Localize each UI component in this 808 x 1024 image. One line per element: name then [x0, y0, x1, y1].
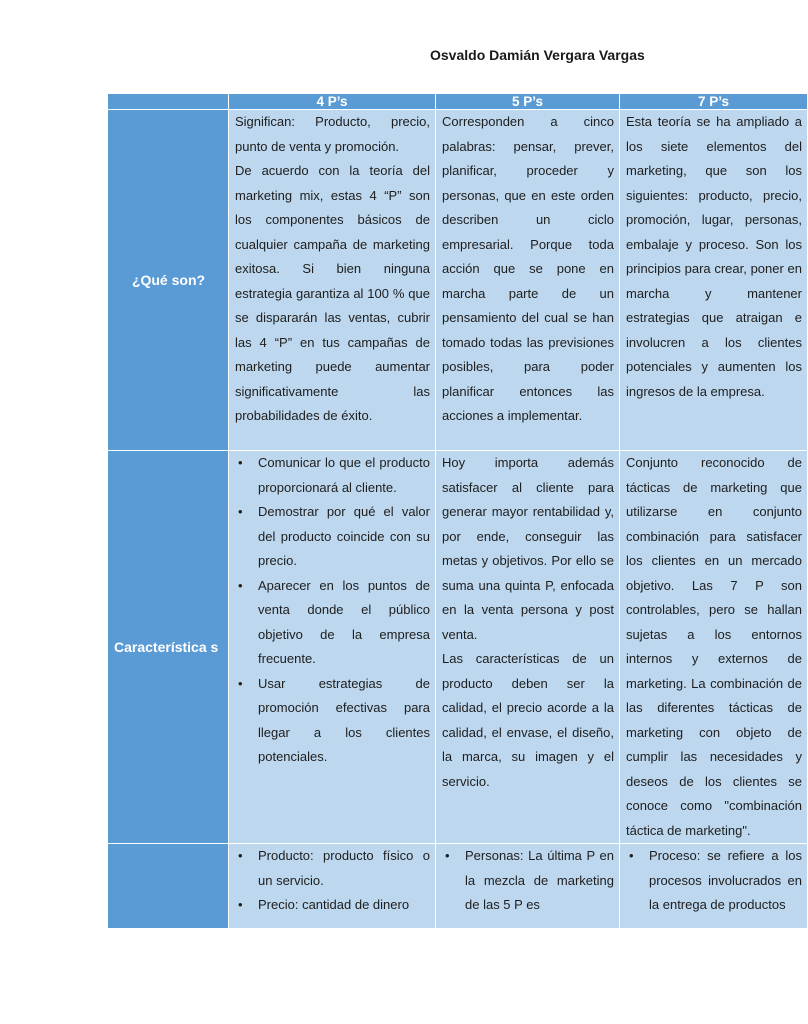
bullet-list: [626, 844, 802, 918]
bullet-list: [442, 844, 614, 918]
paragraph: Esta teoría se ha ampliado a los siete elementos del marketing, que son los siguientes: producto, precio, promoción, lugar, personas, embalaje y proceso. Son los principios para crear, poner en marcha y mantener estrategias que atraigan e involucren a los clientes potenciales y aumenten los ingresos de la empresa.: [626, 114, 802, 399]
comparison-table: [107, 93, 808, 929]
paragraph: Significan: Producto, precio, punto de venta y promoción.: [235, 114, 430, 154]
list-item: • Precio: cantidad de dinero: [235, 893, 430, 918]
table-corner-cell: [108, 94, 229, 110]
cell-componentes-5ps: [436, 844, 620, 929]
paragraph: Corresponden a cinco palabras: pensar, prever, planificar, proceder y personas, que en este orden describen un ciclo empresarial. Porque toda acción que se pone en marcha parte de un pensamiento del cual se han tomado todas las previsiones posibles, para poder planificar entonces las acciones a implementar.: [442, 114, 614, 423]
column-header-7ps: 7 P’s: [620, 94, 808, 110]
table-row-que-son: [108, 110, 808, 451]
bullet-list: [235, 844, 430, 918]
cell-caracteristicas-4ps: [229, 451, 436, 844]
list-item: • Proceso: se refiere a los procesos involucrados en la entrega de productos: [626, 844, 802, 918]
table-header-row: [108, 94, 808, 110]
cell-componentes-7ps: [620, 844, 808, 929]
cell-componentes-4ps: [229, 844, 436, 929]
column-header-5ps: 5 P’s: [436, 94, 620, 110]
list-item: • Personas: La última P en la mezcla de marketing de las 5 P es: [442, 844, 614, 918]
paragraph: De acuerdo con la teoría del marketing mix, estas 4 “P” son los componentes básicos de cualquier campaña de marketing exitosa. Si bien ninguna estrategia garantiza al 100 % que se dispararán las ventas, cubrir las 4 “P” en tus campañas de marketing puede aumentar significativamente las probabilidades de éxito.: [235, 163, 430, 423]
cell-que-son-4ps: [229, 110, 436, 451]
paragraph: Conjunto reconocido de tácticas de marketing que utilizarse en conjunto combinación para satisfacer los clientes en un mercado objetivo. Las 7 P son controlables, pero se hallan sujetas a los entornos internos y externos de marketing. La combinación de las diferentes tácticas de marketing con objeto de cumplir las necesidades y deseos de los clientes se conoce como "combinación táctica de marketing".: [626, 455, 802, 838]
bullet-list: [235, 451, 430, 770]
list-item: • Producto: producto físico o un servicio.: [235, 844, 430, 893]
table-row-caracteristicas: [108, 451, 808, 844]
list-item: • Comunicar lo que el producto proporcionará al cliente.: [235, 451, 430, 500]
list-item: • Demostrar por qué el valor del producto coincide con su precio.: [235, 500, 430, 574]
row-header-empty: [108, 844, 229, 929]
cell-que-son-5ps: [436, 110, 620, 451]
cell-que-son-7ps: [620, 110, 808, 451]
cell-caracteristicas-5ps: [436, 451, 620, 844]
table-row-componentes: [108, 844, 808, 929]
list-item: • Aparecer en los puntos de venta donde el público objetivo de la empresa frecuente.: [235, 574, 430, 672]
cell-caracteristicas-7ps: [620, 451, 808, 844]
paragraph: Hoy importa además satisfacer al cliente para generar mayor rentabilidad y, por ende, conseguir las metas y objetivos. Por ello se suma una quinta P, enfocada en la venta persona y post venta.: [442, 455, 614, 642]
row-header-que-son: ¿Qué son?: [108, 110, 229, 451]
column-header-4ps: 4 P’s: [229, 94, 436, 110]
list-item: • Usar estrategias de promoción efectivas para llegar a los clientes potenciales.: [235, 672, 430, 770]
paragraph: Las características de un producto deben ser la calidad, el precio acorde a la calidad, el envase, el diseño, la marca, su imagen y el servicio.: [442, 651, 614, 789]
row-header-caracteristicas: Característica s: [108, 451, 229, 844]
document-author: Osvaldo Damián Vergara Vargas: [430, 47, 645, 63]
